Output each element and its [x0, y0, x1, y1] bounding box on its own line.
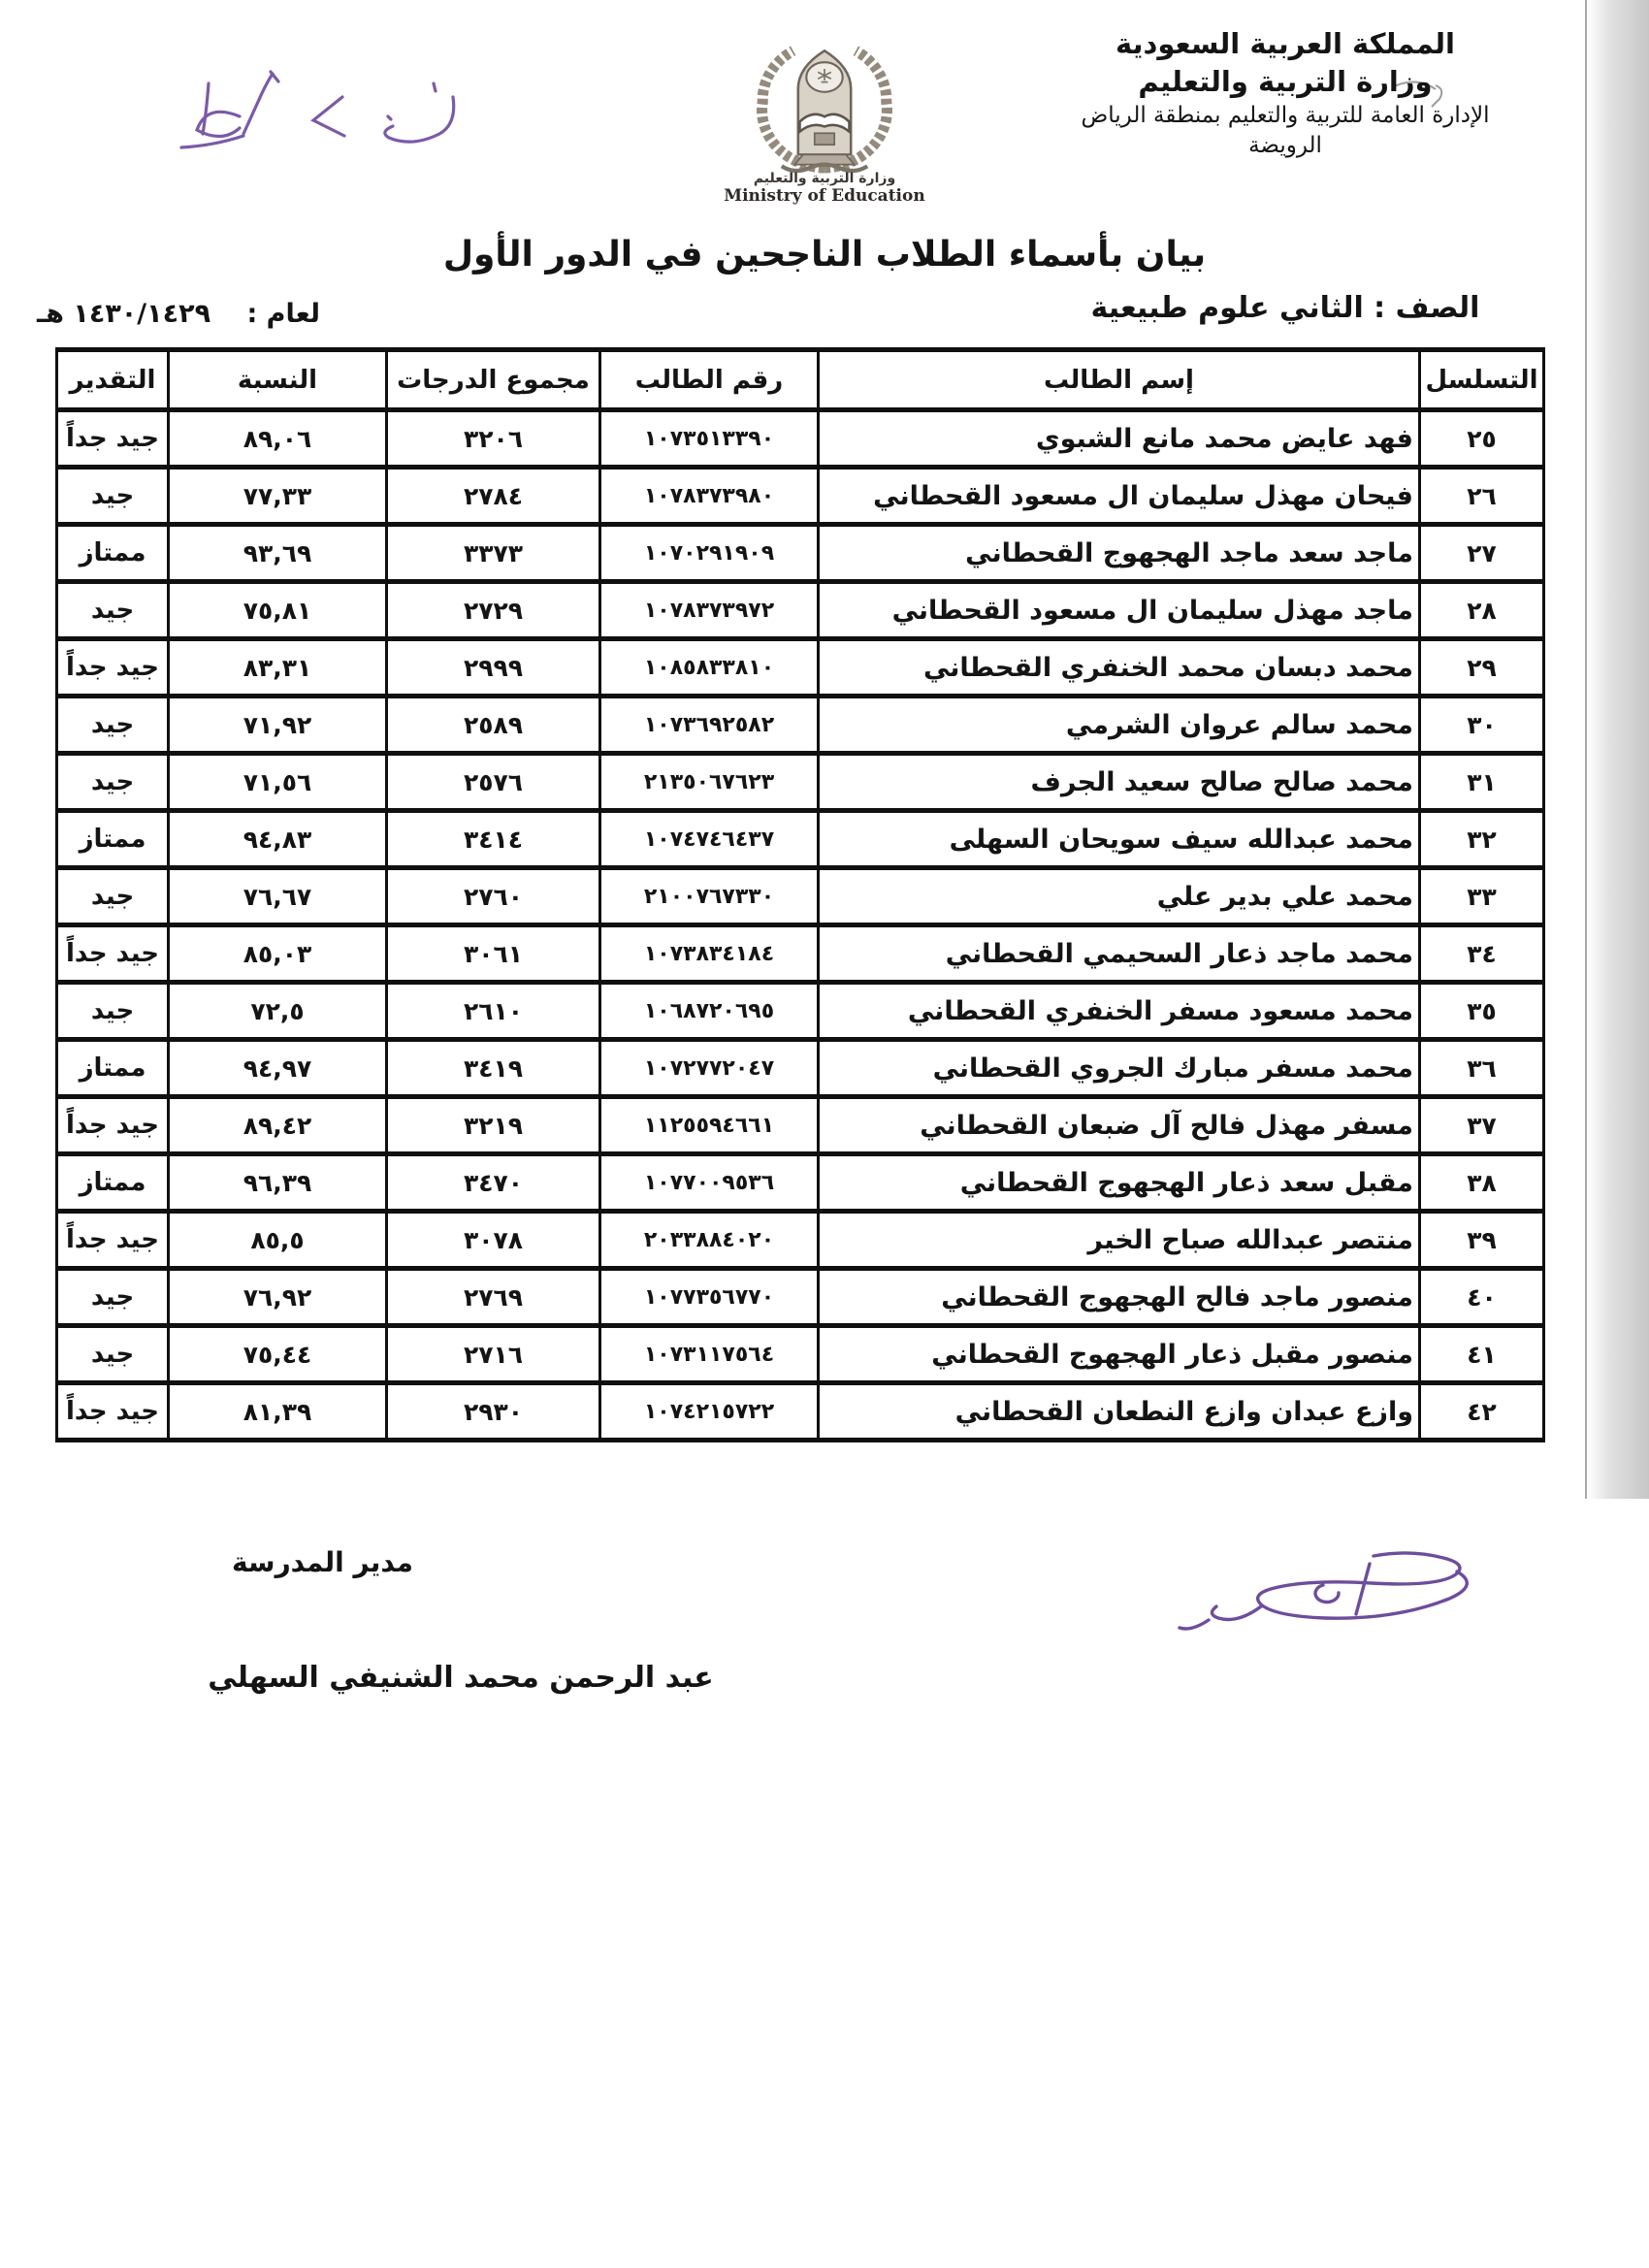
table-row	[57, 639, 1544, 697]
cell-grade: جيد جداً	[57, 639, 169, 697]
table-row	[57, 1154, 1544, 1212]
cell-grade: جيد	[57, 582, 169, 639]
class-line: الصف : الثاني علوم طبيعية	[1090, 291, 1480, 325]
cell-percent: ٨٣,٣١	[169, 639, 387, 697]
cell-serial: ٣٦	[1420, 1040, 1544, 1097]
cell-number: ٢١٠٠٧٦٧٣٣٠	[600, 868, 819, 925]
header-name: إسم الطالب	[819, 350, 1420, 410]
table-header-row	[57, 350, 1544, 410]
cell-name: منتصر عبدالله صباح الخير	[819, 1212, 1420, 1269]
cell-total: ٣٢١٩	[387, 1097, 600, 1154]
cell-number: ١٠٧٧٣٥٦٧٧٠	[600, 1269, 819, 1326]
cell-serial: ٣٩	[1420, 1212, 1544, 1269]
principal-title: مدير المدرسة	[232, 1546, 413, 1578]
cell-name: محمد مسفر مبارك الجروي القحطاني	[819, 1040, 1420, 1097]
principal-name: عبد الرحمن محمد الشنيفي السهلي	[208, 1661, 714, 1695]
cell-percent: ٩٤,٩٧	[169, 1040, 387, 1097]
header-total: مجموع الدرجات	[387, 350, 600, 410]
cell-name: محمد عبدالله سيف سويحان السهلى	[819, 811, 1420, 868]
cell-percent: ٧١,٩٢	[169, 697, 387, 754]
cell-percent: ٨٩,٠٦	[169, 410, 387, 468]
header-serial: التسلسل	[1420, 350, 1544, 410]
administration-name: الإدارة العامة للتربية والتعليم بمنطقة الرياض	[1081, 103, 1490, 129]
ministry-emblem-icon	[742, 29, 907, 175]
cell-number: ١٠٧٤٧٤٦٤٣٧	[600, 811, 819, 868]
ministry-logo	[720, 29, 929, 206]
handwritten-note	[92, 27, 480, 197]
cell-total: ٢٩٩٩	[387, 639, 600, 697]
results-table-body	[57, 410, 1544, 1441]
cell-percent: ٩٤,٨٣	[169, 811, 387, 868]
cell-grade: جيد	[57, 697, 169, 754]
office-name: الرويضة	[1248, 133, 1322, 159]
cell-name: مسفر مهذل فالح آل ضبعان القحطاني	[819, 1097, 1420, 1154]
cell-total: ٢٦١٠	[387, 983, 600, 1040]
cell-number: ١١٢٥٥٩٤٦٦١	[600, 1097, 819, 1154]
cell-grade: جيد	[57, 1326, 169, 1383]
cell-name: مقبل سعد ذعار الهجهوج القحطاني	[819, 1154, 1420, 1212]
cell-grade: ممتاز	[57, 1154, 169, 1212]
cell-percent: ٧٢,٥	[169, 983, 387, 1040]
ministry-heading-block	[999, 25, 1571, 161]
cell-grade: جيد	[57, 754, 169, 811]
logo-english-caption: Ministry of Education	[724, 186, 925, 206]
cell-serial: ٣٤	[1420, 925, 1544, 983]
cell-number: ١٠٧٣٨٣٤١٨٤	[600, 925, 819, 983]
cell-grade: ممتاز	[57, 811, 169, 868]
cell-total: ٣٣٧٣	[387, 525, 600, 582]
cell-serial: ٢٨	[1420, 582, 1544, 639]
cell-total: ٢٧٢٩	[387, 582, 600, 639]
table-row	[57, 811, 1544, 868]
ministry-name: وزارة التربية والتعليم	[1138, 65, 1433, 99]
cell-serial: ٣٠	[1420, 697, 1544, 754]
cell-name: محمد دبسان محمد الخنفري القحطاني	[819, 639, 1420, 697]
cell-name: محمد ماجد ذعار السحيمي القحطاني	[819, 925, 1420, 983]
cell-total: ٢٧٦٠	[387, 868, 600, 925]
table-row	[57, 925, 1544, 983]
table-row	[57, 1326, 1544, 1383]
cell-serial: ٣٣	[1420, 868, 1544, 925]
cell-total: ٢٩٣٠	[387, 1383, 600, 1441]
cell-percent: ٨٥,٥	[169, 1212, 387, 1269]
cell-percent: ٧٦,٩٢	[169, 1269, 387, 1326]
header-grade: التقدير	[57, 350, 169, 410]
cell-number: ١٠٧٣٦٩٢٥٨٢	[600, 697, 819, 754]
cell-number: ١٠٧٢٧٧٢٠٤٧	[600, 1040, 819, 1097]
table-row	[57, 468, 1544, 525]
cell-total: ٣٠٦١	[387, 925, 600, 983]
page-title: بيان بأسماء الطلاب الناجحين في الدور الأول	[442, 235, 1207, 275]
cell-name: فهد عايض محمد مانع الشبوي	[819, 410, 1420, 468]
cell-grade: جيد	[57, 983, 169, 1040]
table-row	[57, 525, 1544, 582]
cell-percent: ٩٣,٦٩	[169, 525, 387, 582]
cell-name: منصور ماجد فالح الهجهوج القحطاني	[819, 1269, 1420, 1326]
cell-number: ١٠٧٣١١٧٥٦٤	[600, 1326, 819, 1383]
cell-number: ١٠٧٤٢١٥٧٢٢	[600, 1383, 819, 1441]
cell-serial: ٢٧	[1420, 525, 1544, 582]
cell-number: ١٠٨٥٨٣٣٨١٠	[600, 639, 819, 697]
cell-number: ١٠٧٨٣٧٣٩٨٠	[600, 468, 819, 525]
year-value: ١٤٣٠/١٤٢٩ هـ	[37, 299, 211, 329]
cell-serial: ٢٥	[1420, 410, 1544, 468]
cell-total: ٣٤٧٠	[387, 1154, 600, 1212]
cell-number: ٢١٣٥٠٦٧٦٢٣	[600, 754, 819, 811]
cell-name: محمد صالح صالح سعيد الجرف	[819, 754, 1420, 811]
cell-grade: جيد	[57, 868, 169, 925]
cell-percent: ٧١,٥٦	[169, 754, 387, 811]
cell-name: وازع عبدان وازع النطعان القحطاني	[819, 1383, 1420, 1441]
cell-name: محمد سالم عروان الشرمي	[819, 697, 1420, 754]
principal-signature	[1116, 1521, 1494, 1667]
cell-serial: ٣٢	[1420, 811, 1544, 868]
cell-grade: جيد جداً	[57, 1097, 169, 1154]
scanner-shadow-edge	[1585, 0, 1649, 1499]
cell-total: ٢٧٦٩	[387, 1269, 600, 1326]
cell-percent: ٩٦,٣٩	[169, 1154, 387, 1212]
cell-name: منصور مقبل ذعار الهجهوج القحطاني	[819, 1326, 1420, 1383]
table-row	[57, 983, 1544, 1040]
cell-number: ١٠٧٧٠٠٩٥٣٦	[600, 1154, 819, 1212]
cell-serial: ٣١	[1420, 754, 1544, 811]
cell-number: ٢٠٣٣٨٨٤٠٢٠	[600, 1212, 819, 1269]
cell-serial: ٣٨	[1420, 1154, 1544, 1212]
cell-number: ١٠٧٨٣٧٣٩٧٢	[600, 582, 819, 639]
table-row	[57, 868, 1544, 925]
cell-total: ٢٧٨٤	[387, 468, 600, 525]
cell-name: ماجد سعد ماجد الهجهوج القحطاني	[819, 525, 1420, 582]
logo-arabic-caption: وزارة التربية والتعليم	[753, 171, 896, 186]
cell-serial: ٢٩	[1420, 639, 1544, 697]
cell-serial: ٣٧	[1420, 1097, 1544, 1154]
cell-percent: ٧٦,٦٧	[169, 868, 387, 925]
cell-name: محمد مسعود مسفر الخنفري القحطاني	[819, 983, 1420, 1040]
table-row	[57, 1269, 1544, 1326]
kingdom-name: المملكة العربية السعودية	[1116, 27, 1455, 60]
cell-number: ١٠٧٣٥١٣٣٩٠	[600, 410, 819, 468]
cell-grade: جيد جداً	[57, 925, 169, 983]
table-row	[57, 1097, 1544, 1154]
results-table-wrap	[58, 347, 1545, 1442]
cell-number: ١٠٧٠٢٩١٩٠٩	[600, 525, 819, 582]
table-row	[57, 1040, 1544, 1097]
cell-grade: ممتاز	[57, 525, 169, 582]
cell-percent: ٨٩,٤٢	[169, 1097, 387, 1154]
cell-serial: ٣٥	[1420, 983, 1544, 1040]
cell-name: ماجد مهذل سليمان ال مسعود القحطاني	[819, 582, 1420, 639]
cell-name: فيحان مهذل سليمان ال مسعود القحطاني	[819, 468, 1420, 525]
cell-percent: ٧٥,٤٤	[169, 1326, 387, 1383]
header-percent: النسبة	[169, 350, 387, 410]
cell-percent: ٧٥,٨١	[169, 582, 387, 639]
header-number: رقم الطالب	[600, 350, 819, 410]
cell-grade: ممتاز	[57, 1040, 169, 1097]
cell-serial: ٤٢	[1420, 1383, 1544, 1441]
table-row	[57, 410, 1544, 468]
cell-grade: جيد جداً	[57, 1383, 169, 1441]
cell-total: ٢٥٨٩	[387, 697, 600, 754]
results-table	[55, 347, 1545, 1442]
table-row	[57, 1383, 1544, 1441]
cell-grade: جيد جداً	[57, 410, 169, 468]
cell-grade: جيد	[57, 468, 169, 525]
cell-total: ٣٢٠٦	[387, 410, 600, 468]
cell-total: ٢٧١٦	[387, 1326, 600, 1383]
table-row	[57, 1212, 1544, 1269]
table-row	[57, 582, 1544, 639]
cell-serial: ٤١	[1420, 1326, 1544, 1383]
cell-total: ٢٥٧٦	[387, 754, 600, 811]
cell-serial: ٤٠	[1420, 1269, 1544, 1326]
year-label: لعام :	[246, 299, 320, 329]
table-row	[57, 697, 1544, 754]
cell-number: ١٠٦٨٧٢٠٦٩٥	[600, 983, 819, 1040]
cell-grade: جيد جداً	[57, 1212, 169, 1269]
cell-percent: ٨٥,٠٣	[169, 925, 387, 983]
cell-grade: جيد	[57, 1269, 169, 1326]
cell-serial: ٢٦	[1420, 468, 1544, 525]
cell-total: ٣٤١٩	[387, 1040, 600, 1097]
cell-total: ٣٤١٤	[387, 811, 600, 868]
cell-name: محمد علي بدير علي	[819, 868, 1420, 925]
cell-percent: ٨١,٣٩	[169, 1383, 387, 1441]
cell-percent: ٧٧,٣٣	[169, 468, 387, 525]
cell-total: ٣٠٧٨	[387, 1212, 600, 1269]
year-line	[37, 299, 357, 329]
table-row	[57, 754, 1544, 811]
